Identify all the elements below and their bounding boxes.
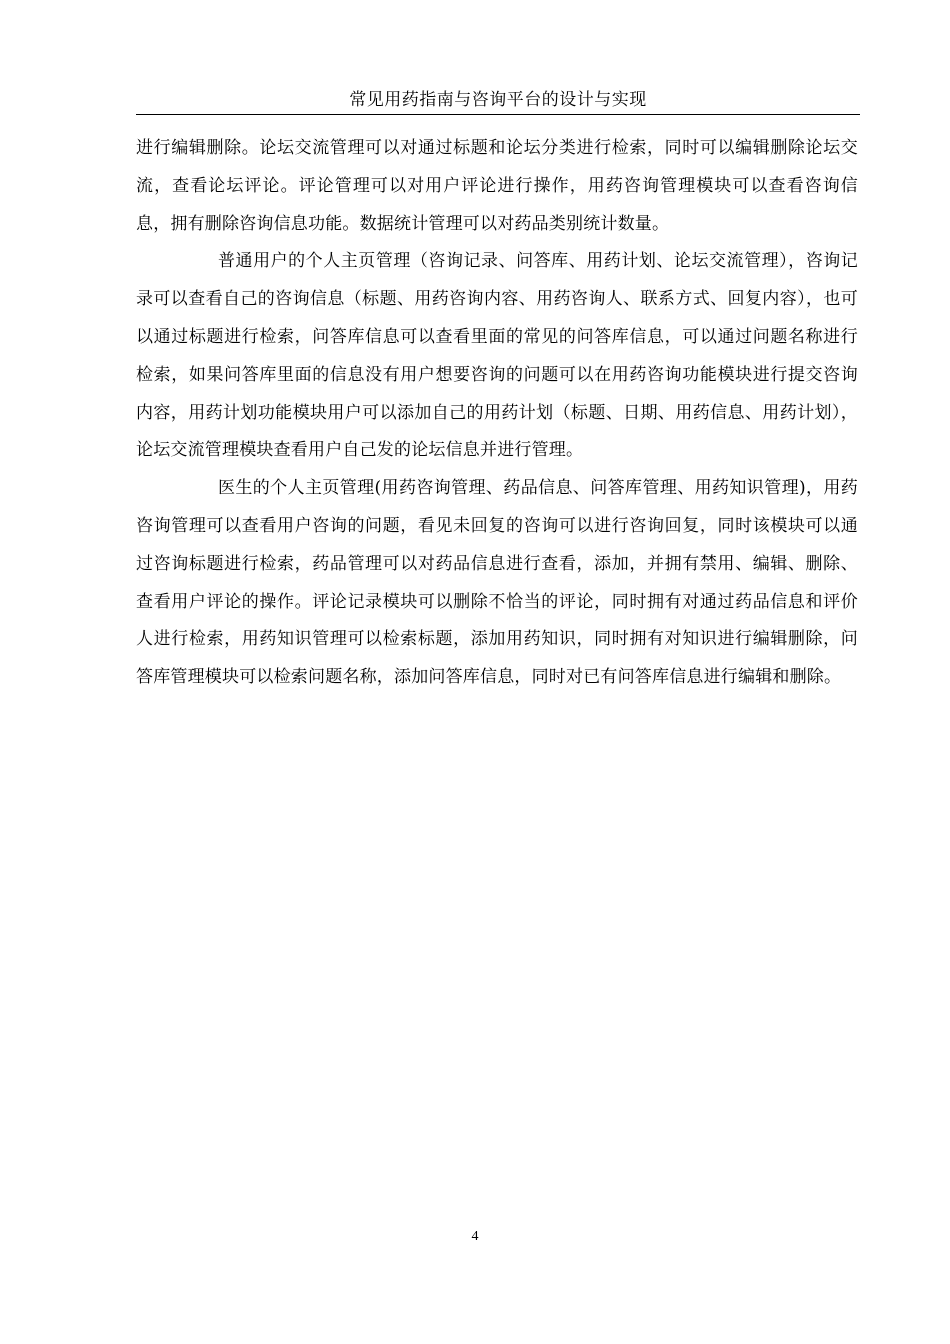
header-title: 常见用药指南与咨询平台的设计与实现 [349, 90, 647, 110]
document-body [136, 130, 858, 697]
page-header [136, 88, 860, 115]
paragraph-continuation: 进行编辑删除。论坛交流管理可以对通过标题和论坛分类进行检索，同时可以编辑删除论坛交流，查看论坛评论。评论管理可以对用户评论进行操作，用药咨询管理模块可以查看咨询信息，拥有删除咨询信息功能。数据统计管理可以对药品类别统计数量。 [136, 138, 858, 234]
paragraph-user-homepage: 普通用户的个人主页管理（咨询记录、问答库、用药计划、论坛交流管理），咨询记录可以查看自己的咨询信息（标题、用药咨询内容、用药咨询人、联系方式、回复内容），也可以通过标题进行检索，问答库信息可以查看里面的常见的问答库信息，可以通过问题名称进行检索，如果问答库里面的信息没有用户想要咨询的问题可以在用药咨询功能模块进行提交咨询内容，用药计划功能模块用户可以添加自己的用药计划（标题、日期、用药信息、用药计划），论坛交流管理模块查看用户自己发的论坛信息并进行管理。 [136, 251, 858, 461]
page-number: 4 [471, 1229, 479, 1244]
paragraph-doctor-homepage: 医生的个人主页管理(用药咨询管理、药品信息、问答库管理、用药知识管理)，用药咨询管理可以查看用户咨询的问题，看见未回复的咨询可以进行咨询回复，同时该模块可以通过咨询标题进行检索，药品管理可以对药品信息进行查看，添加，并拥有禁用、编辑、删除、查看用户评论的操作。评论记录模块可以删除不恰当的评论，同时拥有对通过药品信息和评价人进行检索，用药知识管理可以检索标题，添加用药知识，同时拥有对知识进行编辑删除，问答库管理模块可以检索问题名称，添加问答库信息，同时对已有问答库信息进行编辑和删除。 [136, 478, 858, 688]
